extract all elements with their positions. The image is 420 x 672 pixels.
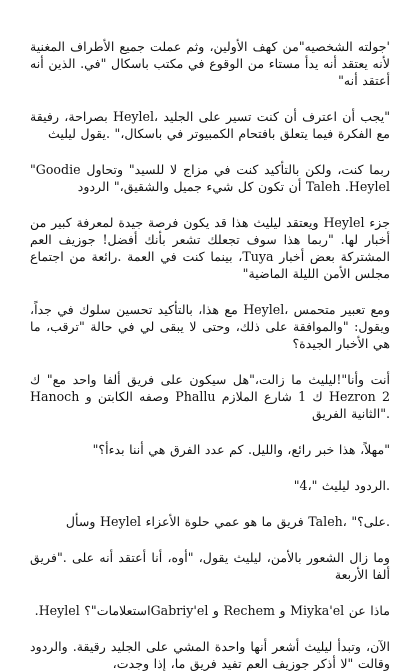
paragraph: الآن، وتبدأ ليليث أشعر أنها واحدة المشي على الجليد رقيقة. والردود وقالت "لا أذكر جوزيف العم تفيد فريق ما، إذا وجدت، bbox=[30, 639, 390, 671]
paragraph: أنت وأنا"!ليليث ما زالت،"هل سيكون على فريق ألفا واحد مع" ك Hezron 2 ك 1 شارع الملازم Phallu وصفه الكابتن و Hanoch ."الثانية الفريق bbox=[30, 372, 390, 421]
paragraph: ومع تعبير متحمس ،Heylel مع هذا، بالتأكيد تحسين سلوك في جداً، ويقول: "والموافقة على ذلك، وحتى لا يبقى لي في حالة "ترقب، ما هي الأخبار الجيدة؟ bbox=[30, 302, 390, 351]
paragraph: وما زال الشعور بالأمن، ليليث يقول، "أوه، أنا أعتقد أنه على ."فريق ألفا الأربعة bbox=[30, 550, 390, 582]
paragraph: "مهلاً، هذا خبر رائع، والليل. كم عدد الفرق هي أننا بدءأ؟" bbox=[92, 442, 390, 457]
paragraph: "Goodie ربما كنت، ولكن بالتأكيد كنت في مزاج لا للسيد" وتحاول أن تكون كل شيء جميل والشقيق،" الردود Taleh .Heylel bbox=[30, 162, 390, 194]
paragraph: .الردود ليليث "،4" bbox=[293, 478, 390, 493]
paragraph: ماذا عن Miyka'el و Rechem و Gabriy'elاستعلامات"؟ Heylel. bbox=[34, 603, 390, 618]
paragraph: .على؟" ،Taleh فريق ما هو عمي حلوة الأعزاء Heylel وسأل bbox=[65, 514, 390, 529]
paragraph: "يجب أن اعترف أن كنت تسير على الجليد ،Heylel بصراحة، رفيقة مع الفكرة فيما يتعلق بافتحام الكمبيوتر في باسكال،" .يقول ليليث bbox=[30, 109, 390, 141]
paragraph: جزء Heylel ويعتقد ليليث هذا قد يكون فرصة جيدة لمعرفة كبير من أخبار لها. "ربما هذا سوف تجعلك تشعر بأنك أفضل! جوزيف العم المشتركة بعض أخبار Tuya، بينما كنت في العمة .رائعة من اجتماع مجلس الأمن الليلة الماضية" bbox=[30, 215, 390, 281]
paragraph: 'جولته الشخصيه"من كهف الأولين، وثم عملت جميع الأطراف المغنية لأنه يعتقد أنه يدأ مستاء من الوقوع في مكتب باسكال "في. الذين أنه أعتقد أنه" bbox=[30, 39, 390, 88]
